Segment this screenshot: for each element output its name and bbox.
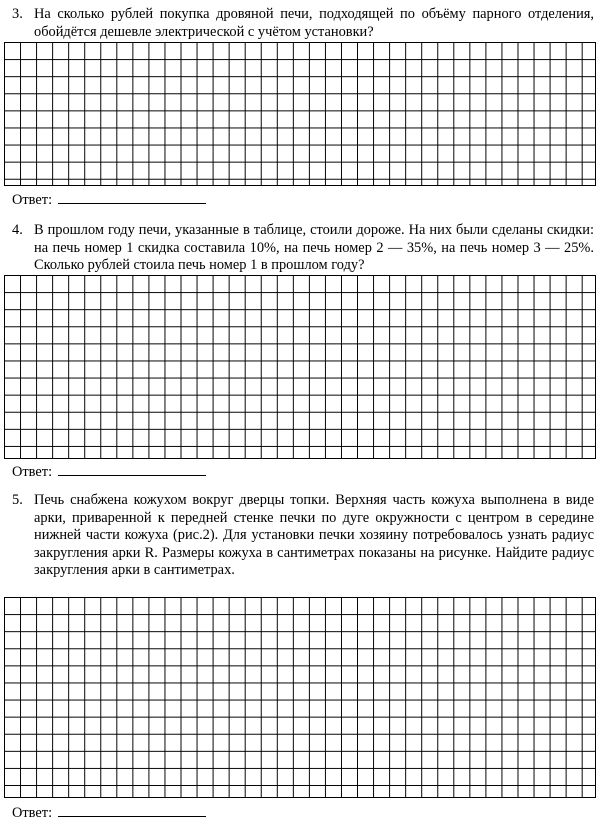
answer-field[interactable] [58,189,206,204]
answer-grid[interactable] [4,597,596,798]
answer-row [12,461,206,481]
question-body: На сколько рублей покупка дровяной печи, подходящей по объёму парного отделения, обойдётся дешевле электрической с учётом установки? [34,6,594,40]
question-body: Печь снабжена кожухом вокруг дверцы топки. Верхняя часть кожуха выполнена в виде арки, приваренной к передней стенке печки по дуге окружности с центром в середине нижней части кожуха (рис.2). Для установки печки хозяину потребовалось узнать радиус закругления арки R. Размеры кожуха в сантиметрах показаны на рисунке. Найдите радиус закругления арки в сантиметрах. [34,492,594,579]
answer-field[interactable] [58,802,206,817]
answer-row [12,189,206,209]
question-text [12,492,594,580]
answer-label: Ответ: [12,805,53,821]
answer-field[interactable] [58,461,206,476]
question-number: 5. [12,492,23,508]
question-body: В прошлом году печи, указанные в таблице, стоили дороже. На них были сделаны скидки: на печь номер 1 скидка составила 10%, на печь номер 2 — 35%, на печь номер 3 — 25%. Сколько рублей стоила печь номер 1 в прошлом году? [34,222,594,274]
question-text [12,6,594,41]
question-number: 4. [12,222,23,238]
answer-label: Ответ: [12,192,53,208]
question-number: 3. [12,6,23,22]
answer-row [12,802,206,822]
answer-label: Ответ: [12,464,53,480]
question-text [12,222,594,275]
answer-grid[interactable] [4,42,596,186]
answer-grid[interactable] [4,275,596,459]
